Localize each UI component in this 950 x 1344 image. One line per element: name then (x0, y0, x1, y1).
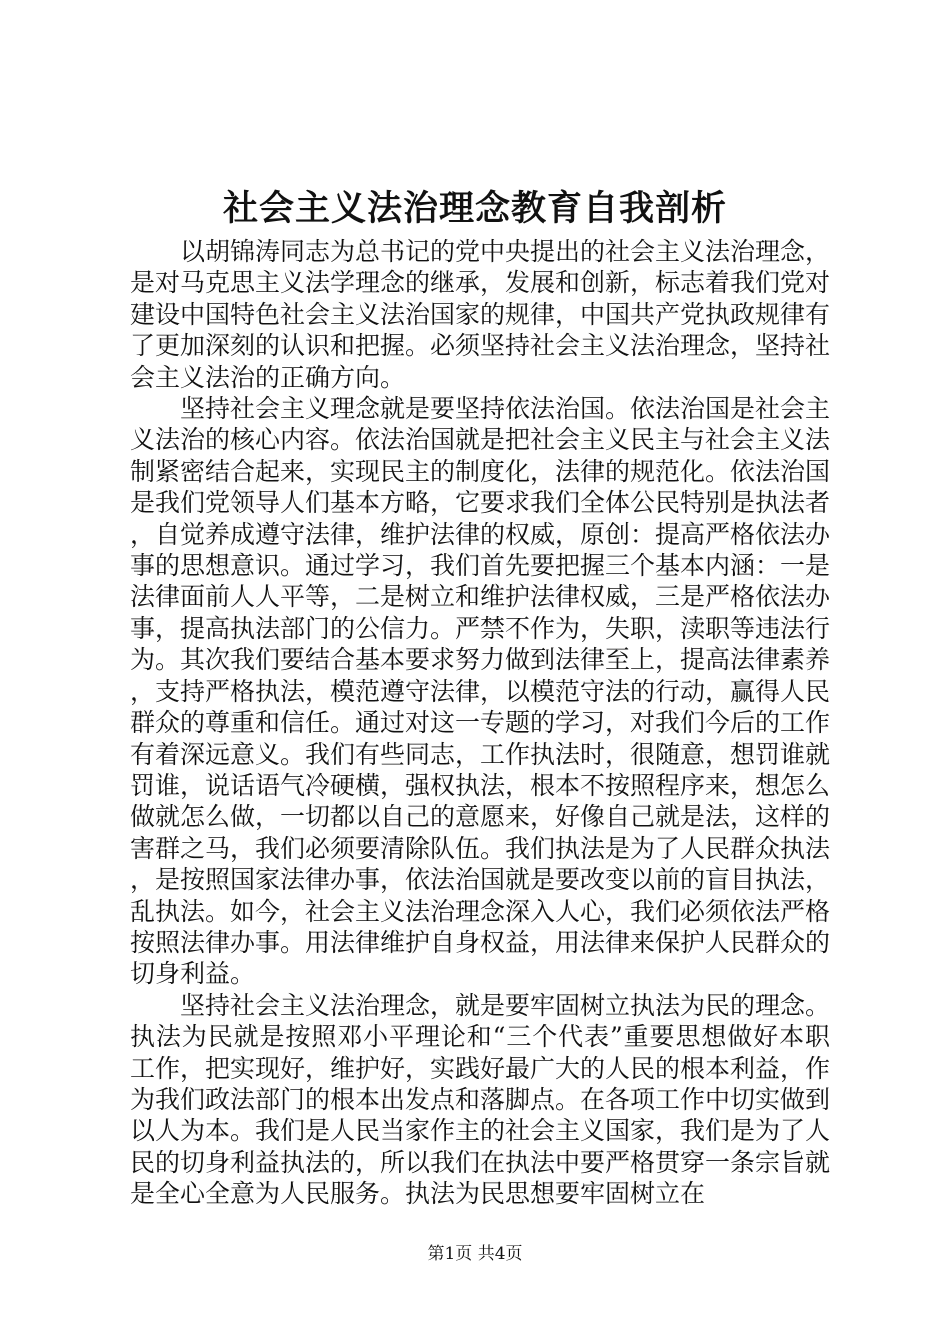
document-title: 社会主义法治理念教育自我剖析 (222, 188, 727, 229)
page-footer: 第1页 共4页 (427, 1244, 523, 1264)
paragraph-3: 坚持社会主义法治理念，就是要牢固树立执法为民的理念。执法为民就是按照邓小平理论和“三个代表”重要思想做好本职工作，把实现好，维护好，实践好最广大的人民的根本利益，作为我们政法部门的根本出发点和落脚点。在各项工作中切实做到以人为本。我们是人民当家作主的社会主义国家，我们是为了人民的切身利益执法的，所以我们在执法中要严格贯穿一条宗旨就是全心全意为人民服务。执法为民思想要牢固树立在 (130, 990, 831, 1209)
paragraph-2: 坚持社会主义理念就是要坚持依法治国。依法治国是社会主义法治的核心内容。依法治国就是把社会主义民主与社会主义法制紧密结合起来，实现民主的制度化，法律的规范化。依法治国是我们党领导人们基本方略，它要求我们全体公民特别是执法者，自觉养成遵守法律，维护法律的权威，原创：提高严格依法办事的思想意识。通过学习，我们首先要把握三个基本内涵：一是法律面前人人平等，二是树立和维护法律权威，三是严格依法办事，提高执法部门的公信力。严禁不作为，失职，渎职等违法行为。其次我们要结合基本要求努力做到法律至上，提高法律素养，支持严格执法，模范遵守法律，以模范守法的行动，赢得人民群众的尊重和信任。通过对这一专题的学习，对我们今后的工作有着深远意义。我们有些同志，工作执法时，很随意，想罚谁就罚谁，说话语气冷硬横，强权执法，根本不按照程序来，想怎么做就怎么做，一切都以自己的意愿来，好像自己就是法，这样的害群之马，我们必须要清除队伍。我们执法是为了人民群众执法，是按照国家法律办事，依法治国就是要改变以前的盲目执法，乱执法。如今，社会主义法治理念深入人心，我们必须依法严格按照法律办事。用法律维护自身权益，用法律来保护人民群众的切身利益。 (130, 394, 831, 989)
paragraph-1: 以胡锦涛同志为总书记的党中央提出的社会主义法治理念，是对马克思主义法学理念的继承，发展和创新，标志着我们党对建设中国特色社会主义法治国家的规律，中国共产党执政规律有了更加深刻的认识和把握。必须坚持社会主义法治理念，坚持社会主义法治的正确方向。 (130, 237, 831, 392)
document-body (130, 236, 830, 1210)
